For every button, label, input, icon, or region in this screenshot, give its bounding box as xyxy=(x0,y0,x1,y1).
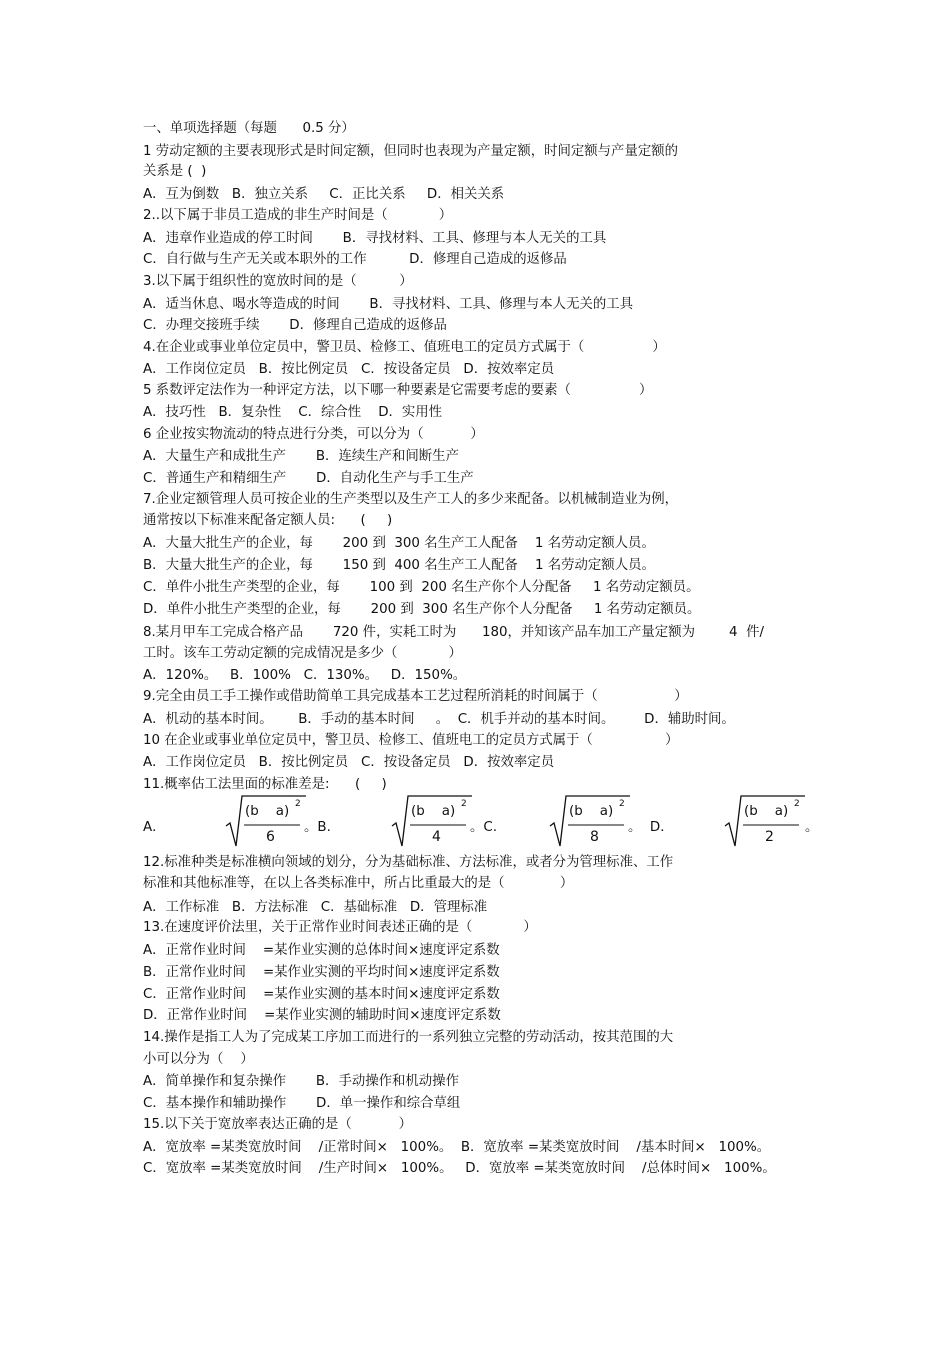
text-line: 4.在企业或事业单位定员中，警卫员、检修工、值班电工的定员方式属于（ ） xyxy=(143,340,666,355)
text-line: C．宽放率 =某类宽放时间 /生产时间× 100%。 D．宽放率 =某类宽放时间 /总体时间× 100%。 xyxy=(143,1161,776,1176)
text-line: B．大量大批生产的企业，每 150 到 400 名生产工人配备 1 名劳动定额人员。 xyxy=(143,558,655,573)
text-line: 13.在速度评价法里，关于正常作业时间表述正确的是（ ） xyxy=(143,920,537,935)
text-line: A．互为倒数 B．独立关系 C．正比关系 D．相关关系 xyxy=(143,187,505,202)
text-line: 关系是 ( ) xyxy=(143,164,207,179)
text-line: 11.概率估工法里面的标准差是: ( ) xyxy=(143,777,387,792)
exponent: 2 xyxy=(794,799,800,809)
text-line: 15.以下关于宽放率表达正确的是（ ） xyxy=(143,1117,412,1132)
text-line: D．正常作业时间 =某作业实测的辅助时间×速度评定系数 xyxy=(143,1008,501,1023)
text-line: A．工作岗位定员 B．按比例定员 C．按设备定员 D．按效率定员 xyxy=(143,755,555,770)
text-line: A．简单操作和复杂操作 B．手动操作和机动操作 xyxy=(143,1074,459,1089)
text-line: 通常按以下标准来配备定额人员: ( ) xyxy=(143,513,393,528)
exponent: 2 xyxy=(461,799,467,809)
sqrt-formula xyxy=(725,794,805,850)
text-line: C．办理交接班手续 D．修理自己造成的返修品 xyxy=(143,318,447,333)
text-line: A．大量大批生产的企业，每 200 到 300 名生产工人配备 1 名劳动定额人员。 xyxy=(143,536,655,551)
option-suffix: 。 D． xyxy=(628,820,674,835)
sqrt-formula xyxy=(226,794,306,850)
text-line: A．违章作业造成的停工时间 B．寻找材料、工具、修理与本人无关的工具 xyxy=(143,231,607,246)
text-line: A．工作岗位定员 B．按比例定员 C．按设备定员 D．按效率定员 xyxy=(143,362,555,377)
text-line: C．普通生产和精细生产 D．自动化生产与手工生产 xyxy=(143,471,474,486)
text-line: A．正常作业时间 =某作业实测的总体时间×速度评定系数 xyxy=(143,943,500,958)
text-line: C．单件小批生产类型的企业，每 100 到 200 名生产你个人分配备 1 名劳动定额员。 xyxy=(143,580,700,595)
text-line: 2..以下属于非员工造成的非生产时间是（ ） xyxy=(143,208,453,223)
text-line: A．大量生产和成批生产 B．连续生产和间断生产 xyxy=(143,449,459,464)
denominator: 2 xyxy=(765,829,774,845)
numerator: (b a) xyxy=(744,804,789,819)
option-suffix: 。B. xyxy=(304,820,331,835)
text-line: A．工作标准 B．方法标准 C．基础标准 D．管理标准 xyxy=(143,900,488,915)
text-line: 12.标准种类是标准横向领域的划分，分为基础标准、方法标准，或者分为管理标准、工作 xyxy=(143,855,674,870)
denominator: 6 xyxy=(266,829,275,845)
question-11-formula-options xyxy=(0,790,950,850)
text-line: A．宽放率 =某类宽放时间 /正常时间× 100%。 B．宽放率 =某类宽放时间 /基本时间× 100%。 xyxy=(143,1140,771,1155)
text-line: 6 企业按实物流动的特点进行分类，可以分为（ ） xyxy=(143,427,484,442)
option-suffix: 。C. xyxy=(470,820,497,835)
text-line: 7.企业定额管理人员可按企业的生产类型以及生产工人的多少来配备。以机械制造业为例， xyxy=(143,492,679,507)
text-line: 9.完全由员工手工操作或借助简单工具完成基本工艺过程所消耗的时间属于（ ） xyxy=(143,689,688,704)
text-line: 3.以下属于组织性的宽放时间的是（ ） xyxy=(143,274,413,289)
text-line: 8.某月甲车工完成合格产品 720 件，实耗工时为 180，并知该产品车加工产量定额为 4 件/ xyxy=(143,625,764,640)
text-line: D．单件小批生产类型的企业，每 200 到 300 名生产你个人分配备 1 名劳动定额员。 xyxy=(143,602,701,617)
text-line: B．正常作业时间 =某作业实测的平均时间×速度评定系数 xyxy=(143,965,500,980)
text-line: 标准和其他标准等，在以上各类标准中，所占比重最大的是（ ） xyxy=(143,876,574,891)
text-line: 一、单项选择题（每题 0.5 分） xyxy=(143,121,355,136)
text-line: 小可以分为（ ） xyxy=(143,1052,254,1067)
sqrt-formula xyxy=(392,794,472,850)
text-line: 1 劳动定额的主要表现形式是时间定额，但同时也表现为产量定额，时间定额与产量定额的 xyxy=(143,144,679,159)
text-line: A．适当休息、喝水等造成的时间 B．寻找材料、工具、修理与本人无关的工具 xyxy=(143,297,634,312)
text-line: C．基本操作和辅助操作 D．单一操作和综合草组 xyxy=(143,1096,461,1111)
exponent: 2 xyxy=(619,799,625,809)
numerator: (b a) xyxy=(411,804,456,819)
numerator: (b a) xyxy=(569,804,614,819)
option-suffix: 。 xyxy=(805,820,819,835)
text-line: C．自行做与生产无关或本职外的工作 D．修理自己造成的返修品 xyxy=(143,252,567,267)
text-line: C．正常作业时间 =某作业实测的基本时间×速度评定系数 xyxy=(143,987,500,1002)
text-line: A．机动的基本时间。 B．手动的基本时间 。 C．机手并动的基本时间。 D．辅助时间。 xyxy=(143,712,735,727)
denominator: 8 xyxy=(590,829,599,845)
sqrt-formula xyxy=(550,794,630,850)
numerator: (b a) xyxy=(245,804,290,819)
text-line: A．120%。 B．100% C．130%。 D．150%。 xyxy=(143,668,467,683)
text-line: 10 在企业或事业单位定员中，警卫员、检修工、值班电工的定员方式属于（ ） xyxy=(143,733,679,748)
option-a-label: A． xyxy=(143,820,166,835)
denominator: 4 xyxy=(432,829,441,845)
text-line: A．技巧性 B．复杂性 C．综合性 D．实用性 xyxy=(143,405,443,420)
exponent: 2 xyxy=(295,799,301,809)
text-line: 5 系数评定法作为一种评定方法，以下哪一种要素是它需要考虑的要素（ ） xyxy=(143,383,653,398)
text-line: 14.操作是指工人为了完成某工序加工而进行的一系列独立完整的劳动活动，按其范围的大 xyxy=(143,1030,674,1045)
text-line: 工时。该车工劳动定额的完成情况是多少（ ） xyxy=(143,646,462,661)
